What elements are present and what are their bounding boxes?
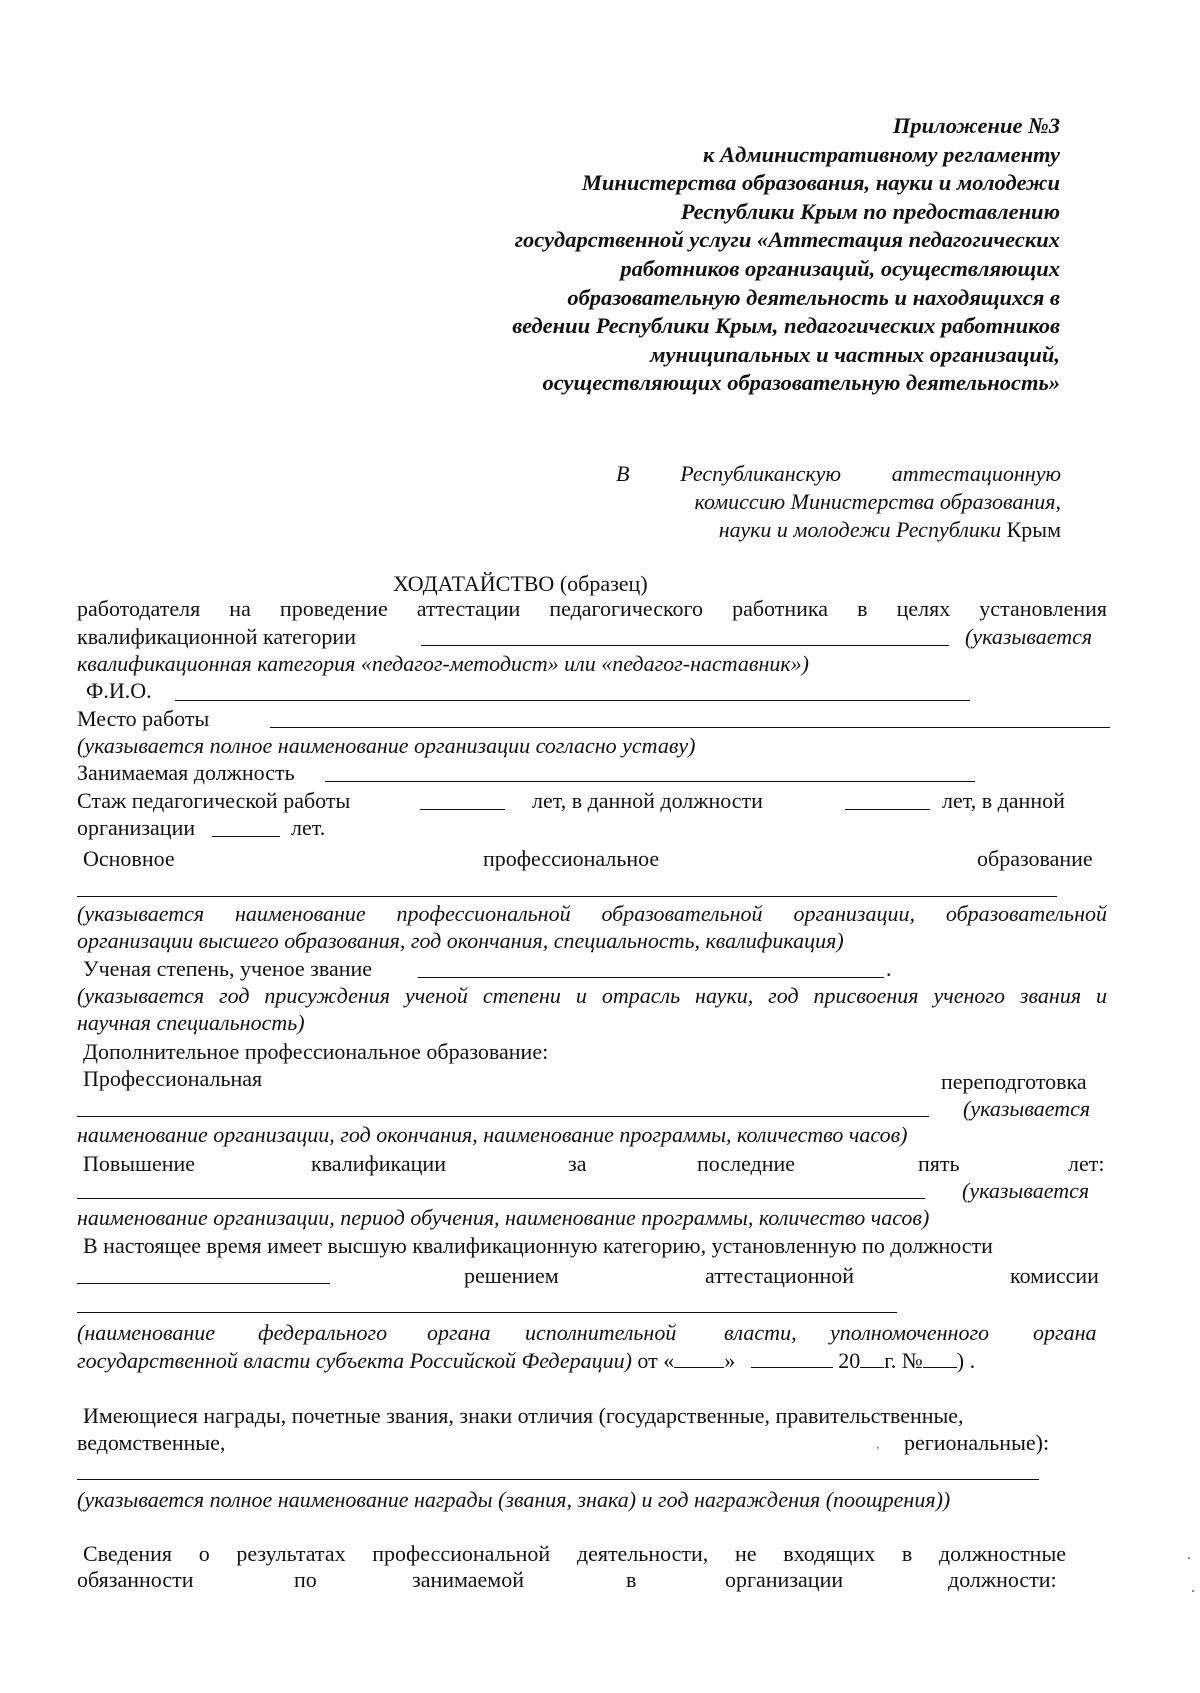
year-prefix: 20 — [838, 1348, 861, 1373]
experience-position-label: лет, в данной должности — [532, 788, 763, 813]
qualification-word: квалификации — [311, 1151, 446, 1176]
current-category-line: В настоящее время имеет высшую квалификационную категорию, установленную по должности — [83, 1233, 993, 1258]
degree-note: (указывается год присуждения ученой степени и отрасль науки, год присвоения ученого звания и — [77, 983, 1107, 1008]
addressee-line-italic: науки и молодежи Республики — [718, 517, 1002, 542]
awards-tick: , — [876, 1437, 880, 1452]
organization-label: организации — [77, 815, 196, 840]
category-note-line: квалификационная категория «педагог-методист» или «педагог-наставник») — [77, 651, 809, 676]
decision-word: решением — [464, 1263, 559, 1288]
education-word: образование — [977, 846, 1093, 871]
degree-note: научная специальность) — [77, 1010, 305, 1035]
degree-label: Ученая степень, ученое звание — [83, 956, 373, 981]
decision-number-field[interactable] — [923, 1349, 957, 1368]
qualification-note: (указывается — [962, 1178, 1090, 1203]
workplace-field[interactable] — [270, 727, 1110, 728]
awards-line: Имеющиеся награды, почетные звания, знаки отличия (государственные, правительственные, — [83, 1403, 964, 1428]
day-field[interactable] — [674, 1349, 724, 1368]
appendix-header — [340, 112, 1060, 398]
organ-note: государственной власти субъекта Российской Федерации) — [77, 1348, 632, 1373]
from-label: от « — [631, 1348, 675, 1373]
qualification-word: за — [568, 1151, 587, 1176]
organ-note-word: исполнительной — [525, 1320, 677, 1345]
additional-education-label: Дополнительное профессиональное образование: — [83, 1039, 549, 1064]
awards-field[interactable] — [77, 1479, 1039, 1480]
qualification-note: наименование организации, период обучения, наименование программы, количество часов) — [77, 1205, 930, 1230]
year-field[interactable] — [860, 1349, 884, 1368]
results-word: занимаемой — [412, 1567, 524, 1592]
awards-word: ведомственные, — [77, 1430, 226, 1455]
header-line: Приложение №3 — [892, 113, 1060, 138]
results-word: должности: — [948, 1567, 1057, 1592]
document-title: ХОДАТАЙСТВО (образец) — [393, 571, 648, 596]
organ-note-word: уполномоченного — [830, 1320, 990, 1345]
education-note: (указывается наименование профессиональной образовательной организации, образовательной — [77, 901, 1107, 926]
education-field[interactable] — [77, 896, 1057, 897]
category-field[interactable] — [421, 645, 949, 646]
decision-word: комиссии — [1010, 1263, 1099, 1288]
category-note: (указывается — [965, 624, 1093, 649]
organ-date-line — [77, 1348, 975, 1374]
results-word: в — [626, 1567, 637, 1592]
education-word: профессиональное — [483, 846, 660, 871]
header-line: осуществляющих образовательную деятельность» — [542, 370, 1060, 396]
header-line: муниципальных и частных организаций, — [650, 341, 1060, 367]
awards-note: (указывается полное наименование награды (звания, знака) и год награждения (поощрения)) — [77, 1487, 951, 1512]
degree-end: . — [886, 956, 892, 981]
header-line: Республики Крым по предоставлению — [680, 198, 1060, 224]
position-label: Занимаемая должность — [77, 760, 295, 785]
header-line: государственной услуги «Аттестация педагогических — [514, 227, 1060, 253]
workplace-note: (указывается полное наименование организации согласно уставу) — [77, 733, 696, 758]
results-word: обязанности — [77, 1567, 194, 1592]
results-word: по — [294, 1567, 317, 1592]
qualification-word: последние — [697, 1151, 796, 1176]
decision-word: аттестационной — [705, 1263, 855, 1288]
workplace-label: Место работы — [77, 706, 210, 731]
scan-speck — [1192, 1590, 1194, 1592]
degree-field[interactable] — [418, 977, 884, 978]
experience-org-label: лет, в данной — [942, 788, 1065, 813]
qualification-word: Повышение — [83, 1151, 196, 1176]
addressee-block — [616, 460, 1061, 544]
retraining-word: Профессиональная — [83, 1066, 263, 1091]
organ-note-word: (наименование — [77, 1320, 216, 1345]
awards-word: региональные): — [904, 1430, 1050, 1455]
month-field[interactable] — [751, 1349, 833, 1368]
quote-close: » — [724, 1348, 736, 1373]
addressee-line-upright: Крым — [1001, 517, 1061, 542]
organ-note-word: органа — [427, 1320, 491, 1345]
fio-label: Ф.И.О. — [86, 678, 152, 703]
retraining-field[interactable] — [77, 1116, 929, 1117]
current-category-position-field[interactable] — [77, 1283, 330, 1284]
addressee-line: В Республиканскую аттестационную — [616, 461, 1061, 486]
experience-org-field[interactable] — [212, 836, 280, 837]
fio-field[interactable] — [175, 700, 970, 701]
year-number-label: г. № — [884, 1348, 923, 1373]
education-note: организации высшего образования, год окончания, специальность, квалификация) — [77, 928, 844, 953]
header-line: образовательную деятельность и находящихся в — [567, 284, 1060, 310]
experience-position-field[interactable] — [845, 809, 930, 810]
header-line: ведении Республики Крым, педагогических работников — [512, 313, 1060, 339]
organ-note-word: органа — [1033, 1320, 1097, 1345]
qualification-word: лет: — [1068, 1151, 1105, 1176]
scan-speck — [1188, 1557, 1190, 1559]
category-label: квалификационной категории — [77, 624, 356, 649]
organ-note-word: власти, — [724, 1320, 797, 1345]
organ-note-word: федерального — [258, 1320, 388, 1345]
closing-paren: ) . — [956, 1348, 976, 1373]
qualification-field[interactable] — [77, 1198, 925, 1199]
experience-label: Стаж педагогической работы — [77, 788, 351, 813]
retraining-note: (указывается — [963, 1096, 1091, 1121]
body-line: работодателя на проведение аттестации педагогического работника в целях установления — [77, 596, 1107, 621]
qualification-word: пять — [918, 1151, 960, 1176]
header-line: к Административному регламенту — [703, 141, 1060, 167]
education-word: Основное — [83, 846, 175, 871]
retraining-note: наименование организации, год окончания, наименование программы, количество часов) — [77, 1122, 908, 1147]
position-field[interactable] — [325, 781, 975, 782]
commission-field[interactable] — [77, 1312, 897, 1313]
addressee-line — [616, 516, 1061, 544]
header-line: Министерства образования, науки и молодежи — [581, 170, 1060, 196]
results-word: организации — [725, 1567, 844, 1592]
results-line: Сведения о результатах профессиональной деятельности, не входящих в должностные — [83, 1541, 1066, 1566]
retraining-word: переподготовка — [941, 1069, 1087, 1094]
years-label: лет. — [291, 815, 326, 840]
experience-total-field[interactable] — [420, 809, 505, 810]
addressee-line: комиссию Министерства образования, — [694, 489, 1061, 514]
header-line: работников организаций, осуществляющих — [620, 255, 1060, 281]
